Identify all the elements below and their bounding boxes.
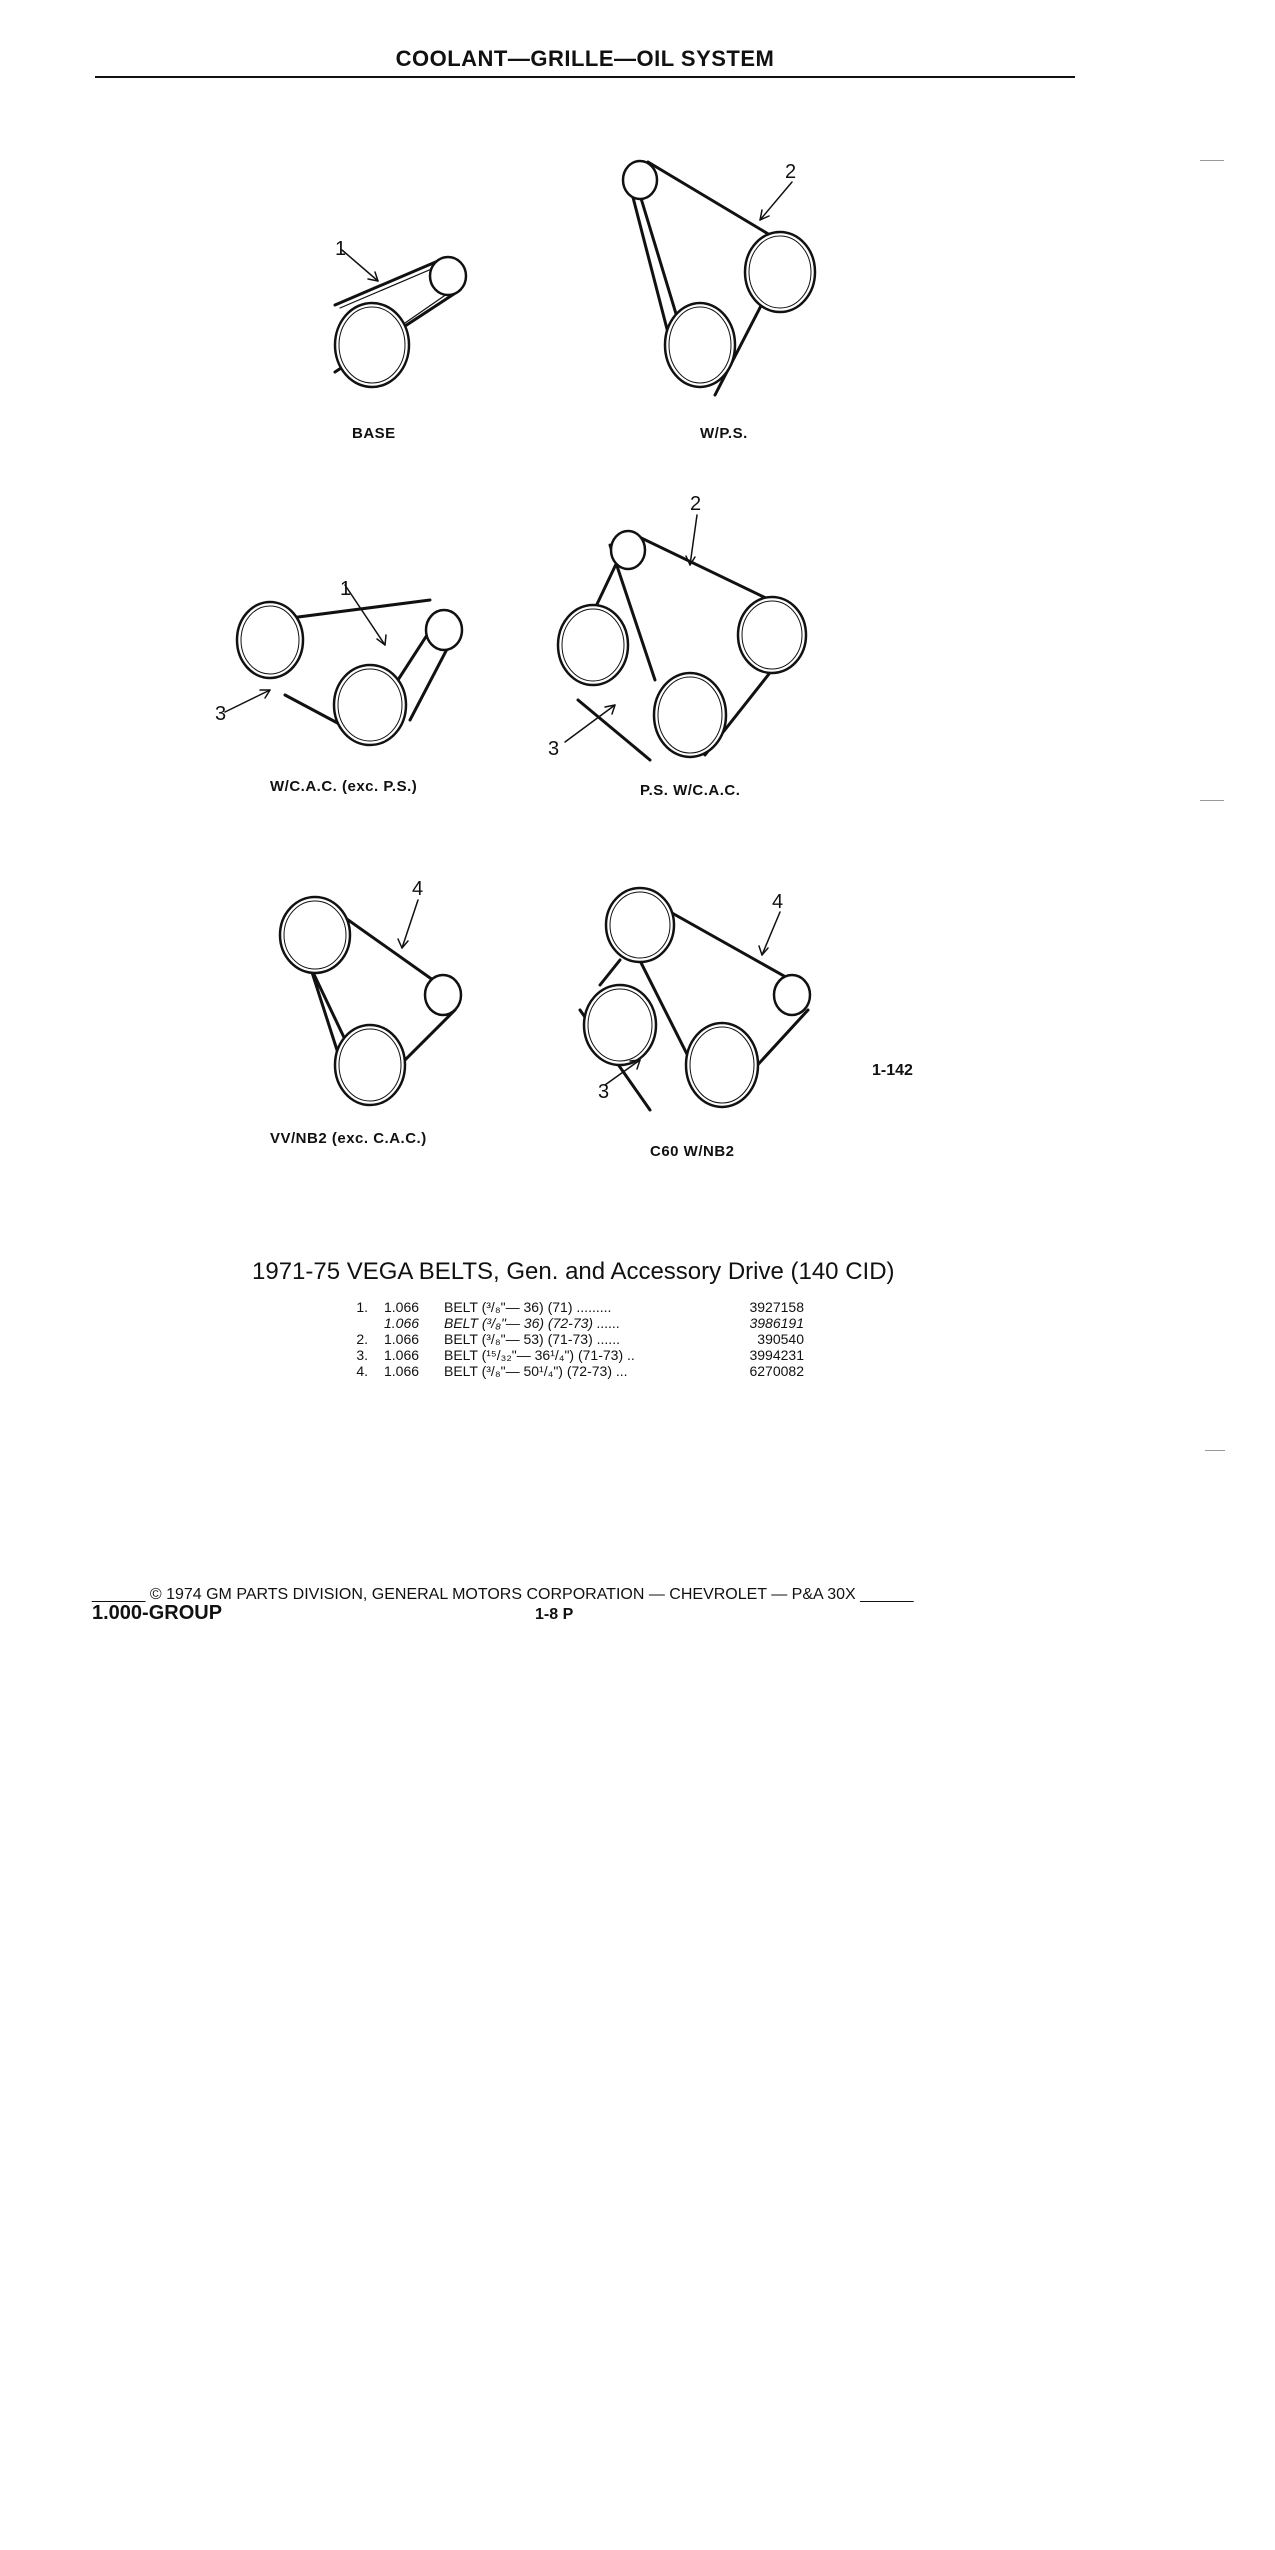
caption-ps-cac: P.S. W/C.A.C. — [640, 782, 741, 799]
item-number: 1. — [356, 1299, 368, 1315]
table-row — [340, 1315, 804, 1331]
belt-diagrams — [0, 0, 1275, 1250]
caption-base: BASE — [352, 425, 396, 442]
callout-4: 4 — [772, 891, 784, 913]
part-number: 3986191 — [749, 1315, 804, 1331]
item-number: 2. — [356, 1331, 368, 1347]
callout-4: 4 — [412, 878, 424, 900]
group-number: 1.066 — [384, 1331, 420, 1347]
caption-vv-nb2: VV/NB2 (exc. C.A.C.) — [270, 1130, 427, 1147]
part-description: BELT (³/₈"— 36) (71) ......... — [444, 1299, 612, 1315]
scan-mark — [1200, 800, 1224, 801]
footer-group: 1.000-GROUP — [92, 1602, 223, 1624]
diagram-base — [335, 250, 466, 387]
caption-cac: W/C.A.C. (exc. P.S.) — [270, 778, 418, 795]
part-description: BELT (¹⁵/₃₂"— 36¹/₄") (71-73) .. — [444, 1347, 635, 1363]
callout-3: 3 — [598, 1081, 610, 1103]
diagram-ps-cac — [558, 515, 806, 760]
scan-mark — [1205, 1450, 1225, 1451]
page-title: COOLANT—GRILLE—OIL SYSTEM — [395, 46, 775, 71]
part-number: 390540 — [757, 1331, 804, 1347]
table-row — [340, 1347, 804, 1363]
callout-2: 2 — [785, 161, 797, 183]
group-number: 1.066 — [384, 1315, 420, 1331]
footer-copyright: ______ © 1974 GM PARTS DIVISION, GENERAL MOTORS CORPORATION — CHEVROLET — P&A 30X ______ — [92, 1586, 914, 1603]
diagram-cac — [225, 585, 462, 745]
part-number: 6270082 — [749, 1363, 804, 1379]
group-number: 1.066 — [384, 1347, 420, 1363]
group-number: 1.066 — [384, 1363, 420, 1379]
callout-3: 3 — [215, 703, 227, 725]
parts-title: 1971-75 VEGA BELTS, Gen. and Accessory Drive (140 CID) — [252, 1258, 895, 1285]
part-description: BELT (³/₈"— 36) (72-73) ...... — [444, 1315, 621, 1331]
part-number: 3994231 — [749, 1347, 804, 1363]
table-row — [340, 1363, 804, 1379]
item-number: 4. — [356, 1363, 368, 1379]
diagram-c60-nb2 — [580, 888, 810, 1110]
part-description: BELT (³/₈"— 50¹/₄") (72-73) ... — [444, 1363, 628, 1379]
figure-number: 1-142 — [872, 1062, 913, 1079]
callout-1: 1 — [335, 238, 347, 260]
table-row — [340, 1331, 804, 1347]
parts-table — [340, 1299, 804, 1379]
caption-c60-nb2: C60 W/NB2 — [650, 1143, 735, 1160]
callout-1: 1 — [340, 578, 352, 600]
diagram-ps — [623, 161, 815, 395]
callout-3: 3 — [548, 738, 560, 760]
part-description: BELT (³/₈"— 53) (71-73) ...... — [444, 1331, 620, 1347]
part-number: 3927158 — [749, 1299, 804, 1315]
callout-2: 2 — [690, 493, 702, 515]
footer-page-number: 1-8 P — [535, 1606, 574, 1623]
item-number — [340, 1315, 384, 1331]
caption-ps: W/P.S. — [700, 425, 748, 442]
table-row — [340, 1299, 804, 1315]
item-number: 3. — [356, 1347, 368, 1363]
group-number: 1.066 — [384, 1299, 420, 1315]
diagram-vv-nb2 — [280, 897, 461, 1105]
scan-mark — [1200, 160, 1224, 161]
